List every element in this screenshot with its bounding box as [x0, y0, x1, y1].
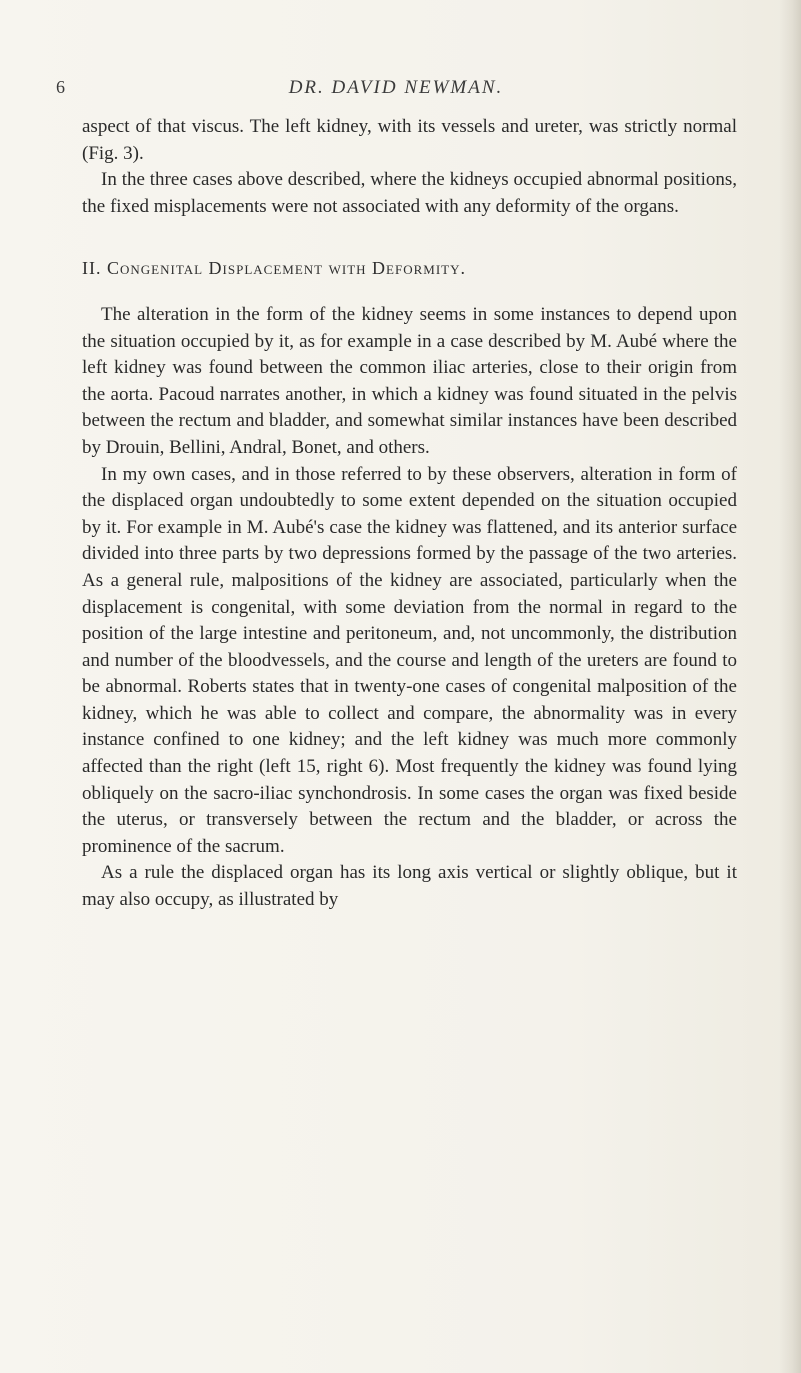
- paragraph-2: In the three cases above described, where the kidneys occupied abnormal positions, the fixed misplacements were not associated with any deformity of the organs.: [82, 169, 737, 217]
- paragraph-3: The alteration in the form of the kidney seems in some instances to depend upon the situation occupied by it, as for example in a case described by M. Aubé where the left kidney was found between the common iliac arteries, close to their origin from the aorta. Pacoud narrates another, in which a kidney was found situated in the pelvis between the rectum and bladder, and somewhat similar instances have been described by Drouin, Bellini, Andral, Bonet, and others.: [82, 303, 737, 458]
- section-heading: II. Congenital Displacement with Deformity.: [82, 258, 466, 279]
- page-edge-shadow: [779, 0, 801, 1373]
- paragraph-4: In my own cases, and in those referred to by these observers, alteration in form of the displaced organ undoubtedly to some extent depended on the situation occupied by it. For example in M. Aubé's case the kidney was flattened, and its anterior surface divided into three parts by two depressions formed by the passage of the two arteries. As a general rule, malpositions of the kidney are associated, particularly when the displacement is congenital, with some deviation from the normal in regard to the position of the large intestine and peritoneum, and, not uncommonly, the distribution and number of the bloodvessels, and the course and length of the ureters are found to be abnormal. Roberts states that in twenty-one cases of congenital malposition of the kidney, which he was able to collect and compare, the abnormality was in every instance confined to one kidney; and the left kidney was much more commonly affected than the right (left 15, right 6). Most frequently the kidney was found lying obliquely on the sacro-iliac synchondrosis. In some cases the organ was fixed beside the uterus, or transversely between the rectum and the bladder, or across the prominence of the sacrum.: [82, 463, 737, 857]
- running-title: DR. DAVID NEWMAN.: [288, 77, 504, 98]
- paragraph-1: aspect of that viscus. The left kidney, with its vessels and ureter, was strictly normal (Fig. 3).: [82, 116, 737, 164]
- page-number: 6: [56, 77, 65, 97]
- running-head: [56, 77, 736, 107]
- body-text: [82, 114, 737, 914]
- paragraph-5: As a rule the displaced organ has its long axis vertical or slightly oblique, but it may also occupy, as illustrated by: [82, 862, 737, 911]
